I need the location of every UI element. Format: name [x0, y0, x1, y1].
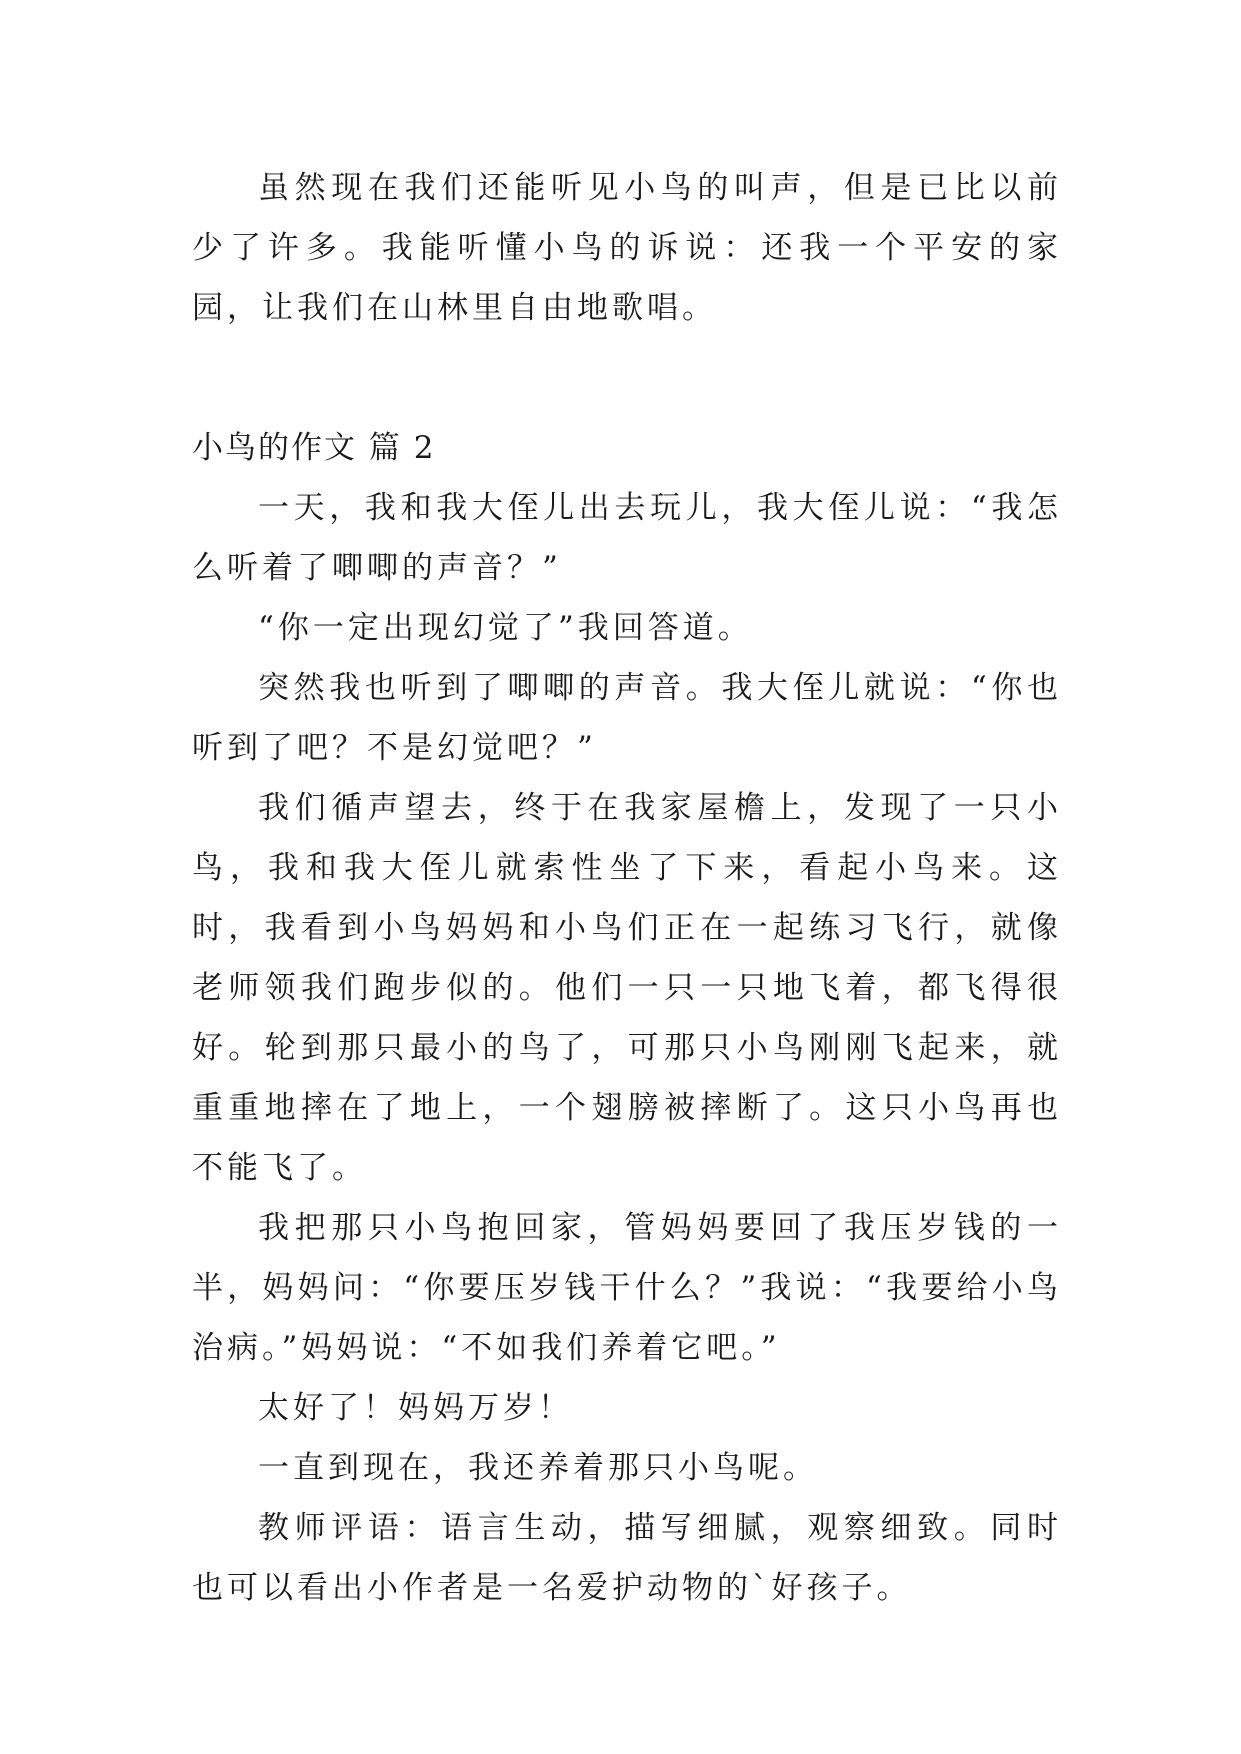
paragraph: 突然我也听到了唧唧的声音。我大侄儿就说：“你也听到了吧？不是幻觉吧？”	[192, 670, 1062, 766]
section-title: 小鸟的作文 篇 2	[192, 430, 436, 466]
paragraph: “你一定出现幻觉了”我回答道。	[258, 610, 753, 646]
intro-paragraph: 虽然现在我们还能听见小鸟的叫声，但是已比以前少了许多。我能听懂小鸟的诉说：还我一个平安的家园，让我们在山林里自由地歌唱。	[192, 170, 1062, 326]
paragraph: 我把那只小鸟抱回家，管妈妈要回了我压岁钱的一半，妈妈问：“你要压岁钱干什么？”我说：“我要给小鸟治病。”妈妈说：“不如我们养着它吧。”	[192, 1210, 1062, 1366]
teacher-comment: 教师评语：语言生动，描写细腻，观察细致。同时也可以看出小作者是一名爱护动物的`好孩子。	[192, 1510, 1062, 1606]
paragraph: 一天，我和我大侄儿出去玩儿，我大侄儿说：“我怎么听着了唧唧的声音？”	[192, 490, 1062, 586]
section-gap	[192, 338, 1062, 418]
paragraph: 一直到现在，我还养着那只小鸟呢。	[258, 1450, 818, 1486]
paragraph: 太好了！妈妈万岁！	[258, 1390, 573, 1426]
paragraph: 我们循声望去，终于在我家屋檐上，发现了一只小鸟，我和我大侄儿就索性坐了下来，看起小鸟来。这时，我看到小鸟妈妈和小鸟们正在一起练习飞行，就像老师领我们跑步似的。他们一只一只地飞着，都飞得很好。轮到那只最小的鸟了，可那只小鸟刚刚飞起来，就重重地摔在了地上，一个翅膀被摔断了。这只小鸟再也不能飞了。	[192, 790, 1062, 1186]
essay-body	[192, 158, 1062, 1618]
